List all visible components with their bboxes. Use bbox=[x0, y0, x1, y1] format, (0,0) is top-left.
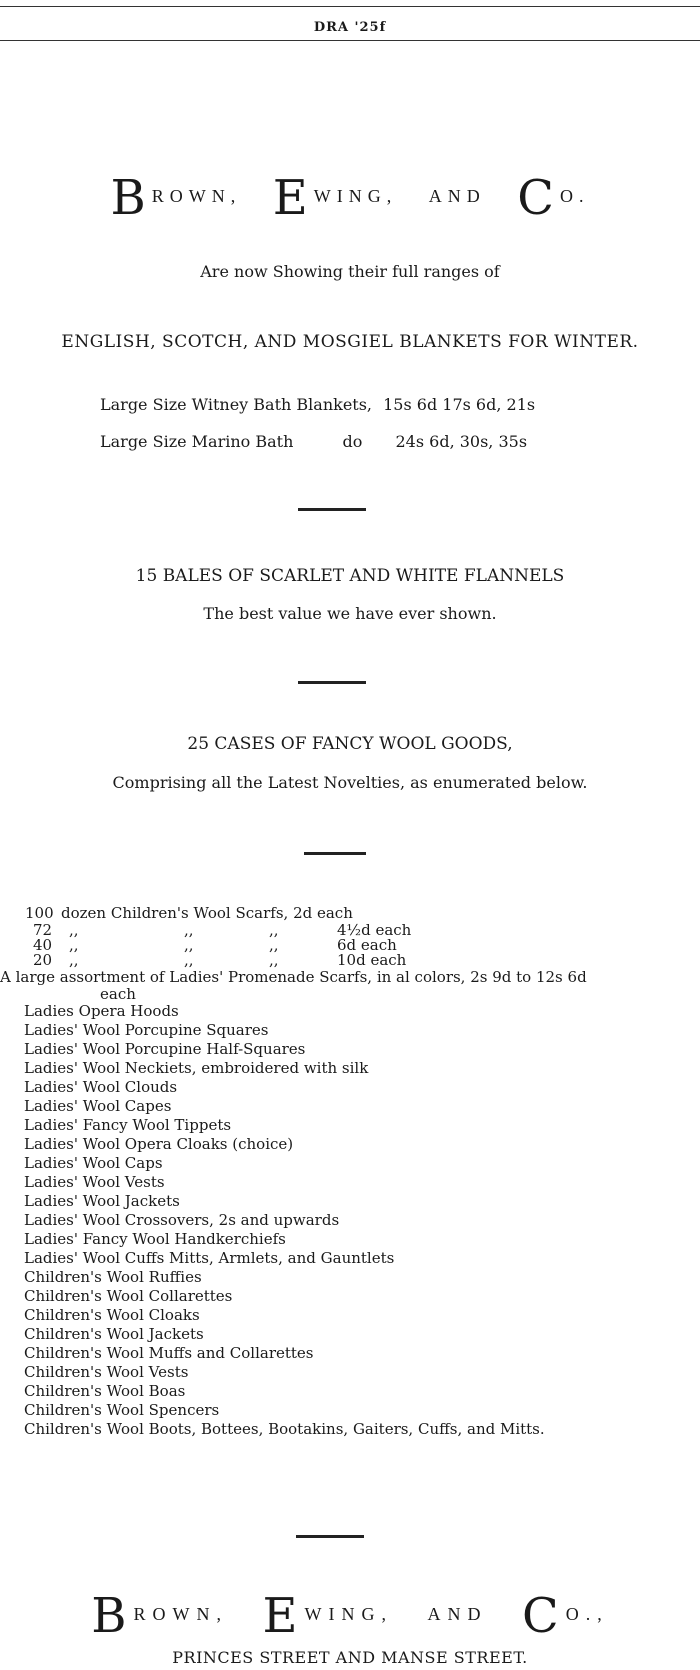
section-divider bbox=[296, 1535, 364, 1538]
list-item: Children's Wool Collarettes bbox=[24, 1287, 233, 1305]
firm-initial-e: E bbox=[272, 170, 314, 226]
intro-line: Are now Showing their full ranges of bbox=[200, 262, 500, 281]
goods-list bbox=[0, 904, 700, 1439]
firm-word-co: O. bbox=[560, 186, 590, 206]
blanket-line-witney bbox=[100, 395, 535, 414]
list-item: Ladies' Wool Opera Cloaks (choice) bbox=[24, 1135, 294, 1153]
firm-word-wing: WING, bbox=[304, 1604, 394, 1624]
running-title: DRA '25f bbox=[313, 20, 387, 35]
quantity: 100 bbox=[25, 904, 54, 922]
list-item: Children's Wool Boots, Bottees, Bootakins, Gaiters, Cuffs, and Mitts. bbox=[24, 1420, 545, 1438]
firm-word-wing: WING, bbox=[313, 186, 398, 206]
firm-word-co: O., bbox=[565, 1604, 609, 1624]
firm-initial-c: C bbox=[517, 170, 561, 226]
blanket-prices: 24s 6d, 30s, 35s bbox=[395, 432, 528, 451]
price: 4½d each bbox=[337, 921, 412, 939]
section-divider bbox=[298, 681, 366, 684]
list-item: Ladies' Wool Porcupine Half-Squares bbox=[24, 1040, 306, 1058]
section-divider bbox=[304, 852, 366, 855]
promenade-line-each: each bbox=[100, 985, 136, 1003]
items-list bbox=[24, 1002, 700, 1439]
ditto-mark: ,, bbox=[69, 936, 79, 954]
list-item: Ladies' Wool Porcupine Squares bbox=[24, 1021, 269, 1039]
list-item: Children's Wool Cloaks bbox=[24, 1306, 200, 1324]
list-item: Ladies' Wool Vests bbox=[24, 1173, 165, 1191]
list-item: Children's Wool Spencers bbox=[24, 1401, 220, 1419]
list-item: Children's Wool Jackets bbox=[24, 1325, 204, 1343]
firm-initial-c: C bbox=[522, 1588, 566, 1644]
firm-name-top bbox=[0, 170, 700, 226]
list-item: Ladies' Fancy Wool Tippets bbox=[24, 1116, 232, 1134]
top-border-rule bbox=[0, 6, 700, 7]
list-item: Children's Wool Ruffies bbox=[24, 1268, 202, 1286]
list-item: Ladies' Wool Crossovers, 2s and upwards bbox=[24, 1211, 340, 1229]
scarf-row bbox=[25, 953, 700, 968]
ditto-mark: ,, bbox=[269, 921, 279, 939]
ditto-mark: ,, bbox=[184, 951, 194, 969]
firm-word-rown: ROWN, bbox=[133, 1604, 228, 1624]
ditto-mark: ,, bbox=[69, 951, 79, 969]
list-item: Children's Wool Vests bbox=[24, 1363, 189, 1381]
quantity: 20 bbox=[33, 951, 53, 969]
blanket-label: Large Size Witney Bath Blankets, bbox=[100, 395, 373, 414]
flannels-subline: The best value we have ever shown. bbox=[203, 604, 497, 623]
list-item: Ladies' Wool Neckiets, embroidered with silk bbox=[24, 1059, 369, 1077]
list-item: Ladies' Wool Capes bbox=[24, 1097, 172, 1115]
firm-word-and: AND bbox=[428, 186, 486, 206]
ditto-mark: ,, bbox=[69, 921, 79, 939]
list-item: Ladies' Wool Jackets bbox=[24, 1192, 180, 1210]
list-item: Ladies Opera Hoods bbox=[24, 1002, 179, 1020]
firm-name-bottom bbox=[0, 1588, 700, 1644]
quantity: 40 bbox=[33, 936, 53, 954]
ditto-mark: ,, bbox=[269, 936, 279, 954]
list-item: Ladies' Wool Clouds bbox=[24, 1078, 178, 1096]
section-divider bbox=[298, 508, 366, 511]
blanket-prices: 15s 6d 17s 6d, 21s bbox=[383, 395, 536, 414]
firm-initial-e: E bbox=[262, 1588, 305, 1644]
blanket-line-marino bbox=[100, 432, 527, 451]
ditto-mark: ,, bbox=[184, 921, 194, 939]
address-line: PRINCES STREET AND MANSE STREET. bbox=[172, 1648, 528, 1667]
firm-word-and: AND bbox=[427, 1604, 488, 1624]
firm-initial-b: B bbox=[110, 170, 152, 226]
ditto-mark: ,, bbox=[269, 951, 279, 969]
blankets-heading: ENGLISH, SCOTCH, AND MOSGIEL BLANKETS FOR WINTER. bbox=[61, 332, 639, 352]
fancy-heading: 25 CASES OF FANCY WOOL GOODS, bbox=[187, 734, 513, 754]
list-item: Ladies' Fancy Wool Handkerchiefs bbox=[24, 1230, 286, 1248]
item-text: dozen Children's Wool Scarfs, 2d each bbox=[61, 904, 353, 922]
firm-initial-b: B bbox=[91, 1588, 134, 1644]
list-item: Ladies' Wool Cuffs Mitts, Armlets, and Gauntlets bbox=[24, 1249, 395, 1267]
quantity: 72 bbox=[33, 921, 53, 939]
blanket-label: Large Size Marino Bath bbox=[100, 432, 294, 451]
fancy-subline: Comprising all the Latest Novelties, as enumerated below. bbox=[112, 773, 588, 792]
ditto-mark: ,, bbox=[184, 936, 194, 954]
header-border-rule bbox=[0, 40, 700, 41]
ditto-mark: do bbox=[342, 432, 363, 451]
price: 10d each bbox=[337, 951, 407, 969]
promenade-line: A large assortment of Ladies' Promenade Scarfs, in al colors, 2s 9d to 12s 6d bbox=[0, 968, 587, 986]
list-item: Children's Wool Muffs and Collarettes bbox=[24, 1344, 314, 1362]
flannels-heading: 15 BALES OF SCARLET AND WHITE FLANNELS bbox=[135, 566, 565, 586]
firm-word-rown: ROWN, bbox=[151, 186, 242, 206]
list-item: Ladies' Wool Caps bbox=[24, 1154, 163, 1172]
list-item: Children's Wool Boas bbox=[24, 1382, 186, 1400]
price: 6d each bbox=[337, 936, 397, 954]
